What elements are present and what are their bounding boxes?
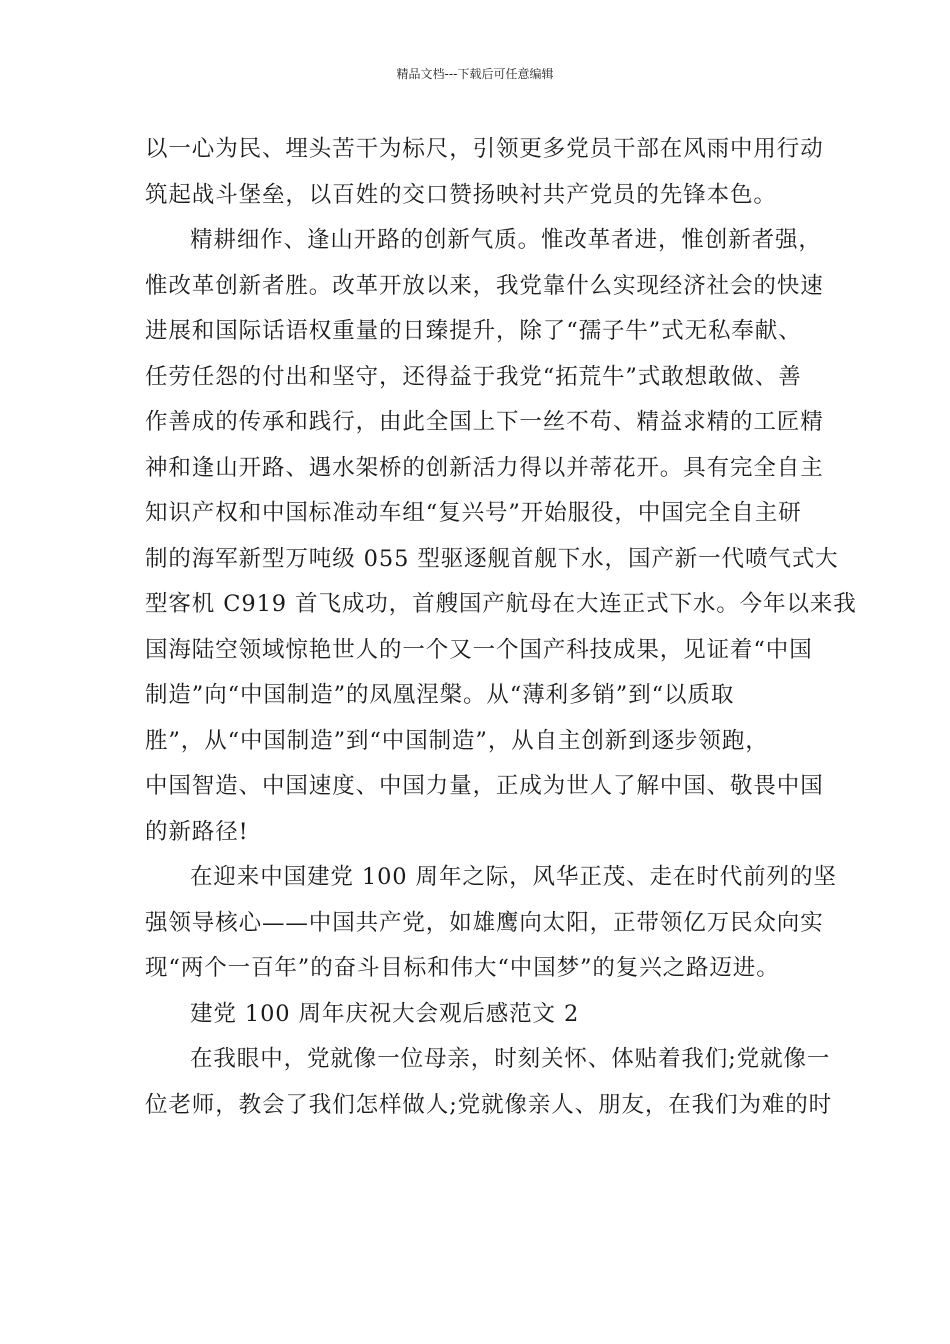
text-line: 任劳任怨的付出和坚守，还得益于我党“拓荒牛”式敢想敢做、善 <box>145 363 802 390</box>
text-line: 中国智造、中国速度、中国力量，正成为世人了解中国、敬畏中国 <box>145 773 824 799</box>
paragraph-start-line: 在我眼中，党就像一位母亲，时刻关怀、体贴着我们;党就像一 <box>190 1046 831 1072</box>
document-body <box>145 127 857 1128</box>
text-line: 以一心为民、埋头苦干为标尺，引领更多党员干部在风雨中用行动 <box>145 136 824 162</box>
paragraph-start-line: 在迎来中国建党 100 周年之际，风华正茂、走在时代前列的坚 <box>190 864 837 890</box>
text-line: 制的海军新型万吨级 055 型驱逐舰首舰下水，国产新一代喷气式大 <box>145 545 839 572</box>
text-line: 强领导核心——中国共产党，如雄鹰向太阳，正带领亿万民众向实 <box>145 909 824 936</box>
text-line: 筑起战斗堡垒，以百姓的交口赞扬映衬共产党员的先锋本色。 <box>145 181 777 208</box>
text-line: 知识产权和中国标准动车组“复兴号”开始服役，中国完全自主研 <box>145 500 802 526</box>
text-line: 制造”向“中国制造”的凤凰涅槃。从“薄利多销”到“以质取 <box>145 682 735 708</box>
text-line: 国海陆空领域惊艳世人的一个又一个国产科技成果，见证着“中国 <box>145 636 813 663</box>
text-line: 作善成的传承和践行，由此全国上下一丝不苟、精益求精的工匠精 <box>145 409 824 435</box>
text-line: 位老师，教会了我们怎样做人;党就像亲人、朋友，在我们为难的时 <box>145 1091 833 1118</box>
page-header: 精品文档---下载后可任意编辑 <box>396 67 554 81</box>
text-line: 进展和国际话语权重量的日臻提升，除了“孺子牛”式无私奉献、 <box>145 318 802 344</box>
paragraph-start-line: 精耕细作、逢山开路的创新气质。惟改革者进，惟创新者强， <box>190 227 822 253</box>
text-line: 现“两个一百年”的奋斗目标和伟大“中国梦”的复兴之路迈进。 <box>145 955 780 981</box>
text-line: 型客机 C919 首飞成功，首艘国产航母在大连正式下水。今年以来我 <box>145 591 857 617</box>
text-line: 胜”，从“中国制造”到“中国制造”，从自主创新到逐步领跑， <box>145 727 769 754</box>
text-line: 神和逢山开路、遇水架桥的创新活力得以并蒂花开。具有完全自主 <box>145 454 824 481</box>
text-line: 的新路径! <box>145 818 249 845</box>
section-heading: 建党 100 周年庆祝大会观后感范文 2 <box>190 1000 580 1027</box>
text-line: 惟改革创新者胜。改革开放以来，我党靠什么实现经济社会的快速 <box>145 272 824 299</box>
